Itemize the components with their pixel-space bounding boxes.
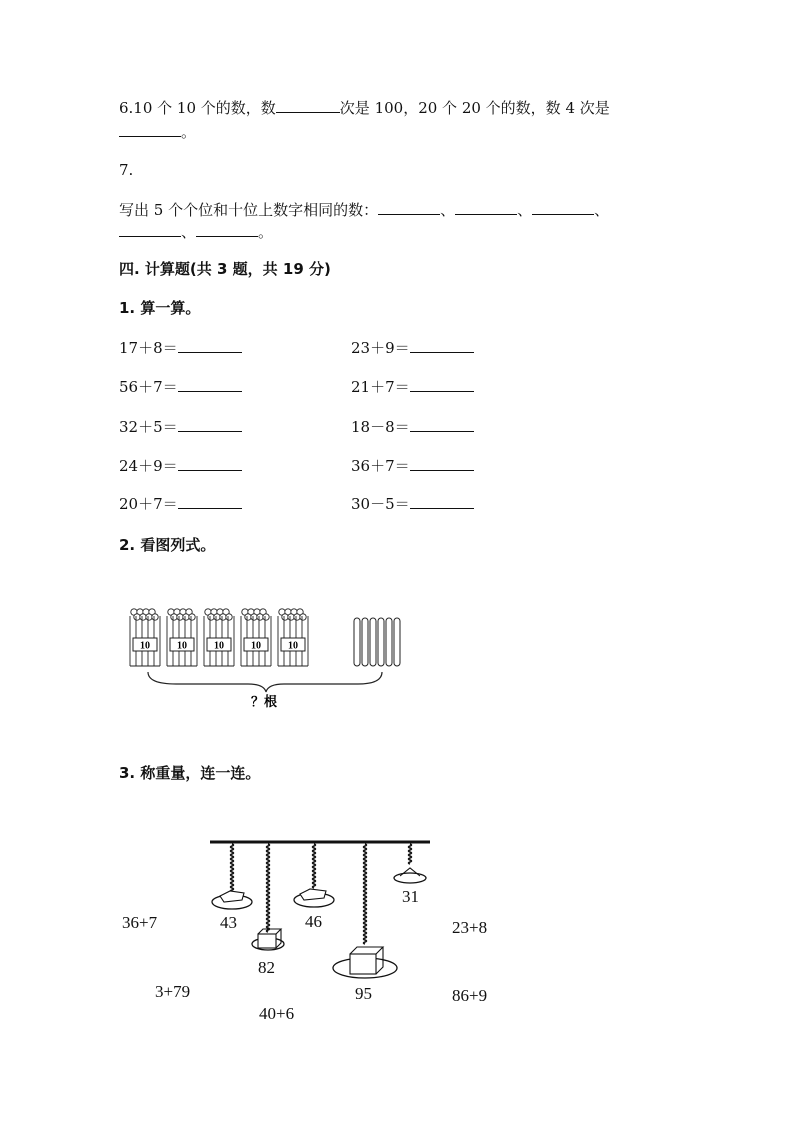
q7-end: 。 bbox=[258, 223, 274, 241]
q7-sep: 、 bbox=[440, 201, 456, 219]
weight-label: 95 bbox=[355, 984, 372, 1003]
calc-answer-blank[interactable] bbox=[410, 456, 474, 471]
single-stick bbox=[378, 618, 384, 666]
spring bbox=[364, 844, 367, 944]
spring bbox=[231, 844, 234, 892]
calc-title: 1. 算一算。 bbox=[119, 299, 201, 317]
calc-expression: 36＋7＝ bbox=[351, 457, 410, 475]
calc-answer-blank[interactable] bbox=[410, 417, 474, 432]
spring bbox=[409, 844, 412, 864]
weight-object bbox=[300, 889, 326, 900]
calc-item-right-1 bbox=[351, 337, 474, 358]
scale-figure bbox=[200, 836, 450, 996]
calc-answer-blank[interactable] bbox=[410, 377, 474, 392]
weigh-title: 3. 称重量，连一连。 bbox=[119, 764, 261, 782]
question-6 bbox=[119, 97, 610, 118]
calc-item-right-4 bbox=[351, 455, 474, 476]
question-7-number: 7. bbox=[119, 161, 134, 179]
q7-blank-4[interactable] bbox=[119, 222, 181, 237]
calc-answer-blank[interactable] bbox=[178, 494, 242, 509]
q7-blank-3[interactable] bbox=[532, 200, 594, 215]
stick-bundle bbox=[167, 609, 197, 666]
spring bbox=[267, 844, 270, 932]
calc-answer-blank[interactable] bbox=[178, 417, 242, 432]
single-stick bbox=[362, 618, 368, 666]
calc-expression: 56＋7＝ bbox=[119, 378, 178, 396]
sticks-figure bbox=[118, 600, 418, 720]
expression-label[interactable]: 86+9 bbox=[452, 986, 488, 1005]
q6-text-1: 6.10 个 10 个的数，数 bbox=[119, 99, 276, 117]
bundle-label: 10 bbox=[177, 640, 187, 652]
weight-label: 82 bbox=[258, 958, 275, 977]
single-stick bbox=[370, 618, 376, 666]
calc-answer-blank[interactable] bbox=[178, 377, 242, 392]
stick-bundle bbox=[278, 609, 308, 666]
picture-title: 2. 看图列式。 bbox=[119, 536, 216, 554]
bundle-label: 10 bbox=[288, 640, 298, 652]
expression-label[interactable]: 3+79 bbox=[155, 982, 191, 1001]
q6-blank-2[interactable] bbox=[119, 122, 181, 137]
single-stick bbox=[394, 618, 400, 666]
q7-blank-5[interactable] bbox=[196, 222, 258, 237]
q6-end: 。 bbox=[181, 123, 197, 141]
weight-object bbox=[258, 934, 276, 948]
calc-expression: 30－5＝ bbox=[351, 495, 410, 513]
calc-item-left-5 bbox=[119, 493, 242, 514]
calc-expression: 18－8＝ bbox=[351, 418, 410, 436]
calc-answer-blank[interactable] bbox=[178, 338, 242, 353]
calc-expression: 23＋9＝ bbox=[351, 339, 410, 357]
q7-blank-1[interactable] bbox=[378, 200, 440, 215]
q7-sep: 、 bbox=[594, 201, 610, 219]
question-7-cont bbox=[119, 221, 273, 242]
brace bbox=[148, 672, 382, 692]
expression-label[interactable]: 36+7 bbox=[122, 913, 158, 932]
stick-bundle bbox=[130, 609, 160, 666]
calc-answer-blank[interactable] bbox=[410, 494, 474, 509]
question-label: ？根 bbox=[250, 694, 278, 709]
q7-sep: 、 bbox=[517, 201, 533, 219]
single-stick bbox=[386, 618, 392, 666]
single-stick bbox=[354, 618, 360, 666]
calc-expression: 32＋5＝ bbox=[119, 418, 178, 436]
calc-item-left-4 bbox=[119, 455, 242, 476]
weight-label: 46 bbox=[305, 912, 322, 931]
calc-item-right-2 bbox=[351, 376, 474, 397]
calc-answer-blank[interactable] bbox=[410, 338, 474, 353]
weight-object bbox=[350, 954, 376, 974]
calc-item-left-2 bbox=[119, 376, 242, 397]
bundle-label: 10 bbox=[251, 640, 261, 652]
question-7 bbox=[119, 199, 609, 220]
pan bbox=[394, 873, 426, 883]
bundle-label: 10 bbox=[214, 640, 224, 652]
weight-label: 31 bbox=[402, 887, 419, 906]
q6-text-2: 次是 100，20 个 20 个的数，数 4 次是 bbox=[339, 99, 610, 117]
q7-blank-2[interactable] bbox=[455, 200, 517, 215]
stick-bundle bbox=[204, 609, 234, 666]
expression-label[interactable]: 40+6 bbox=[259, 1004, 295, 1023]
bundle-label: 10 bbox=[140, 640, 150, 652]
calc-item-right-3 bbox=[351, 416, 474, 437]
spring bbox=[313, 844, 316, 888]
q7-prompt: 写出 5 个个位和十位上数字相同的数： bbox=[119, 201, 379, 219]
calc-expression: 24＋9＝ bbox=[119, 457, 178, 475]
q7-sep: 、 bbox=[181, 223, 197, 241]
calc-expression: 17＋8＝ bbox=[119, 339, 178, 357]
calc-expression: 20＋7＝ bbox=[119, 495, 178, 513]
calc-item-right-5 bbox=[351, 493, 474, 514]
question-6-cont bbox=[119, 121, 196, 142]
weight-object bbox=[220, 891, 244, 902]
stick-bundle bbox=[241, 609, 271, 666]
calc-item-left-3 bbox=[119, 416, 242, 437]
q6-blank-1[interactable] bbox=[276, 98, 340, 113]
calc-answer-blank[interactable] bbox=[178, 456, 242, 471]
section-4-title: 四. 计算题(共 3 题，共 19 分) bbox=[119, 260, 331, 278]
weight-label: 43 bbox=[220, 913, 237, 932]
expression-label[interactable]: 23+8 bbox=[452, 918, 488, 937]
calc-item-left-1 bbox=[119, 337, 242, 358]
calc-expression: 21＋7＝ bbox=[351, 378, 410, 396]
